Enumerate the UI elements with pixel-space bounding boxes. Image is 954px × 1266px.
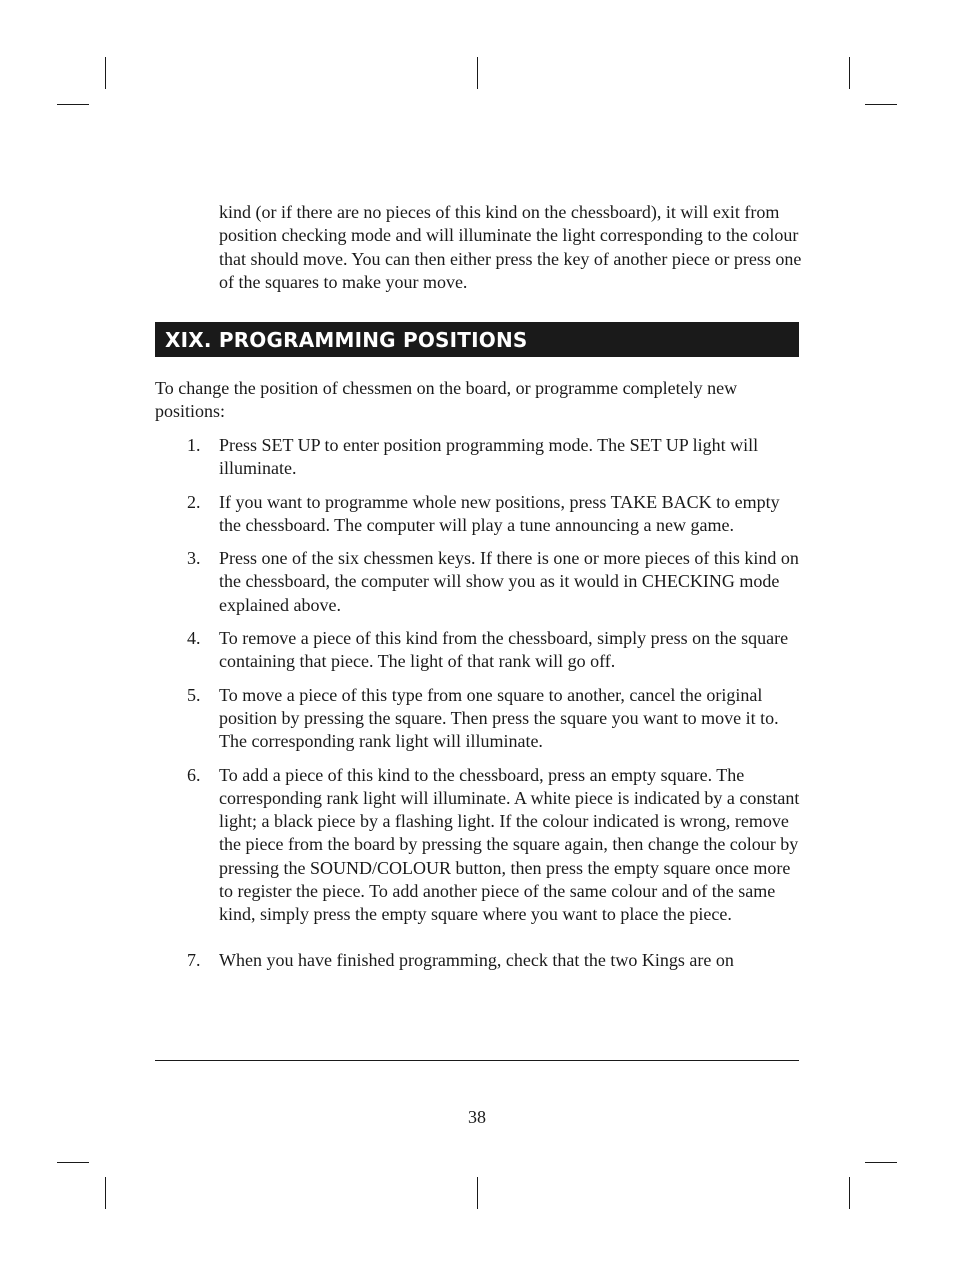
step-number: 1. [187, 435, 201, 455]
crop-mark [105, 57, 106, 89]
crop-mark [865, 1162, 897, 1163]
crop-mark [849, 57, 850, 89]
crop-mark [865, 104, 897, 105]
step-text: Press one of the six chessmen keys. If there is one or more pieces of this kind on the chessboard, the computer will show you as it would in CHECKING mode explained above. [219, 548, 799, 615]
list-item [155, 627, 805, 674]
step-number: 4. [187, 628, 201, 649]
step-number: 3. [187, 548, 201, 569]
lead-paragraph: To change the position of chessmen on the board, or programme completely new positions: [155, 378, 738, 422]
step-number: 7. [187, 949, 201, 970]
step-text: To move a piece of this type from one square to another, cancel the original position by pressing the square. Then press the square you want to move it to. The corresponding rank light will illuminate. [219, 684, 779, 752]
list-item [155, 547, 805, 617]
crop-mark [477, 1177, 478, 1209]
step-number: 6. [187, 764, 201, 785]
intro-paragraph: kind (or if there are no pieces of this kind on the chessboard), it will exit from position checking mode and will illuminate the light corresponding to the colour that should move. You can then either press the key of another piece or press one of the squares to make your move. [219, 202, 802, 292]
crop-mark [57, 104, 89, 105]
list-item [155, 434, 805, 481]
steps-list [155, 434, 805, 982]
section-title: XIX. PROGRAMMING POSITIONS [165, 327, 528, 352]
section-heading [155, 322, 799, 357]
step-text: When you have finished programming, check that the two Kings are on [219, 949, 734, 970]
crop-mark [849, 1177, 850, 1209]
step-text: If you want to programme whole new positions, press TAKE BACK to empty the chessboard. The computer will play a tune announcing a new game. [219, 491, 780, 535]
page-number: 38 [468, 1107, 486, 1127]
crop-mark [57, 1162, 89, 1163]
step-text: To remove a piece of this kind from the chessboard, simply press on the square containing that piece. The light of that rank will go off. [219, 628, 789, 672]
step-number: 2. [187, 491, 201, 512]
step-text: Press SET UP to enter position programming mode. The SET UP light will illuminate. [219, 435, 759, 479]
list-item [155, 491, 805, 538]
list-item [155, 764, 805, 927]
footer-rule [155, 1060, 799, 1061]
crop-mark [477, 57, 478, 89]
crop-mark [105, 1177, 106, 1209]
step-number: 5. [187, 684, 201, 705]
list-item [155, 949, 805, 972]
step-text: To add a piece of this kind to the chessboard, press an empty square. The corresponding rank light will illuminate. A white piece is indicated by a constant light; a black piece by a flashing light. If the colour indicated is wrong, remove the piece from the board by pressing the square again, then change the colour by pressing the SOUND/COLOUR button, then press the empty square once more to register the piece. To add another piece of the same colour and of the same kind, simply press the empty square where you want to place the piece. [219, 764, 800, 925]
list-item [155, 684, 805, 754]
